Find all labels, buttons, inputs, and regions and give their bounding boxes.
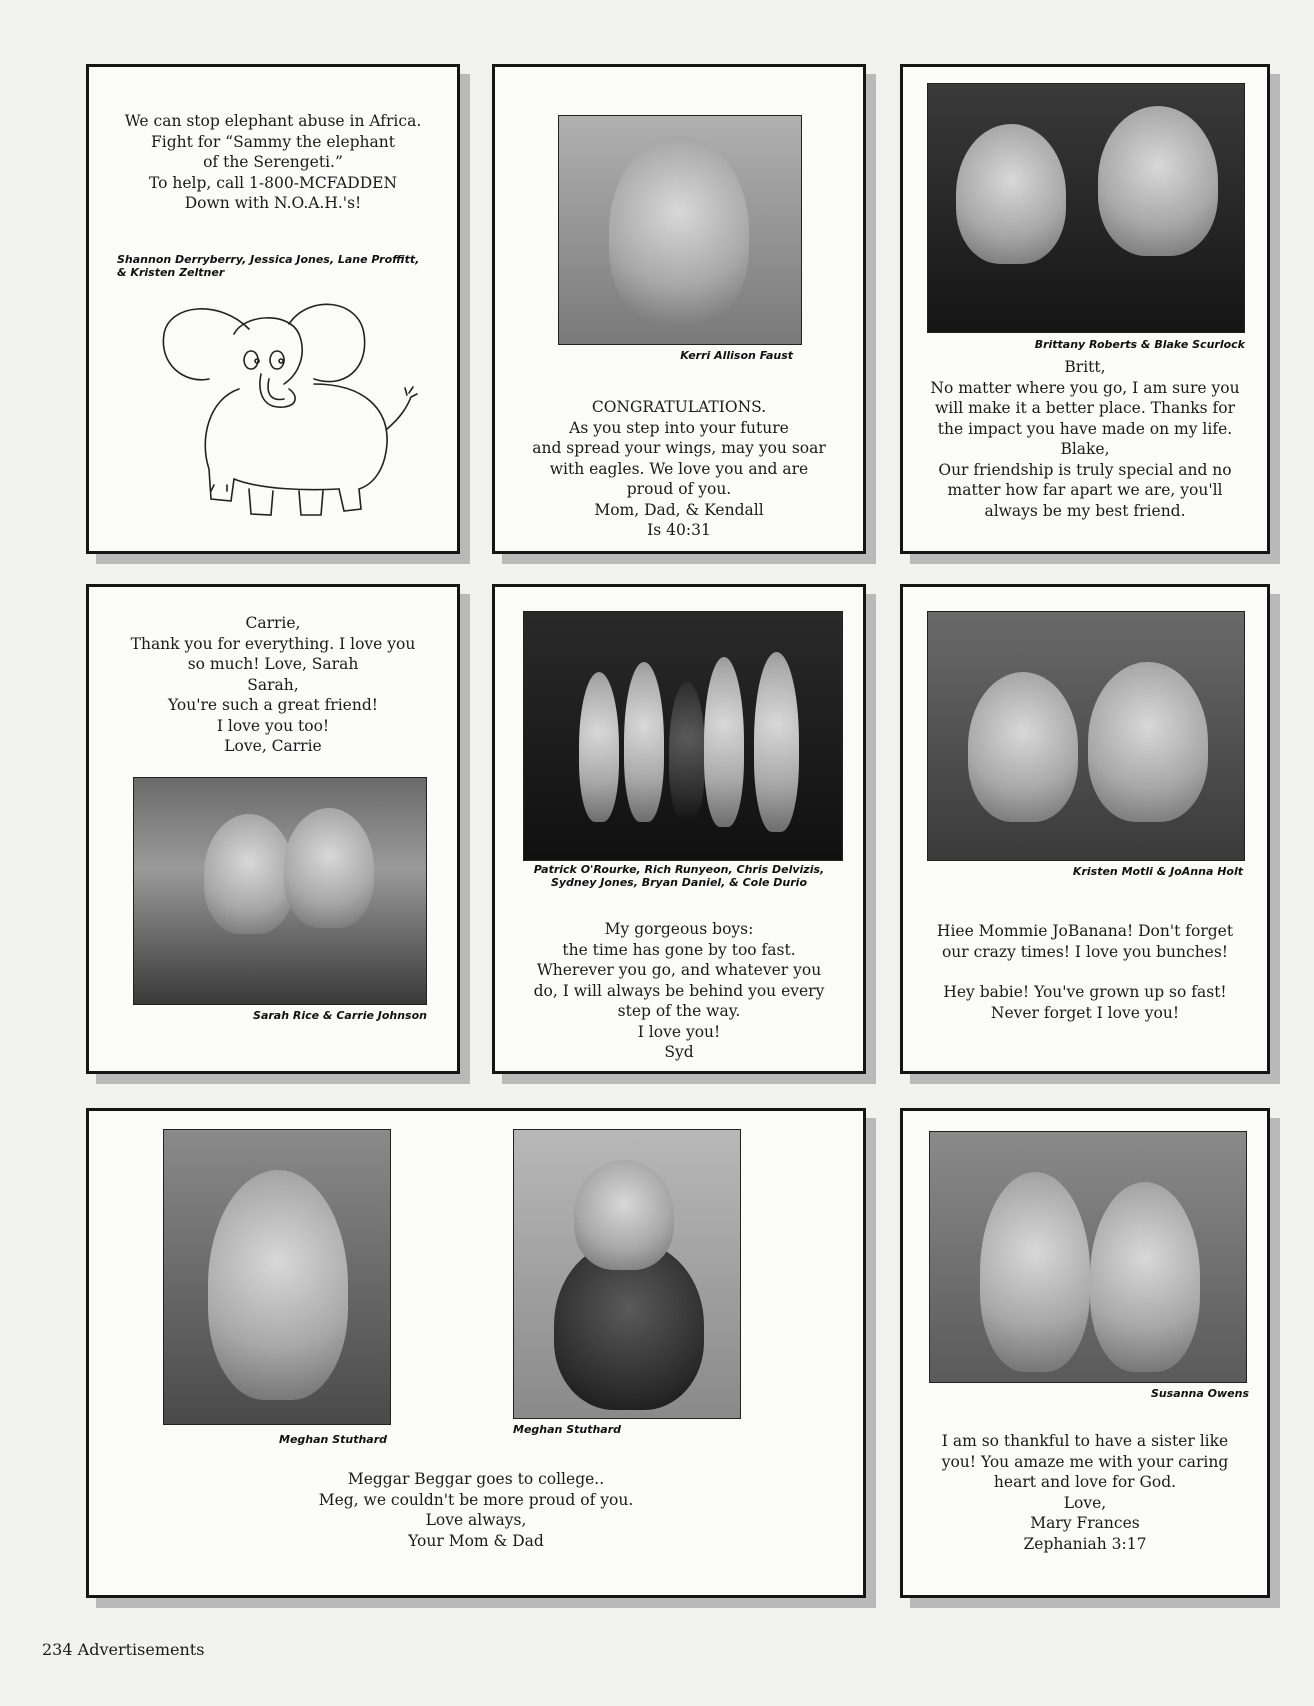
brittany-blake-photo bbox=[927, 83, 1245, 333]
group-photo-caption: Patrick O'Rourke, Rich Runyeon, Chris Delvizis, Sydney Jones, Bryan Daniel, & Cole Durio bbox=[533, 863, 825, 889]
ad-sarah-carrie-message: Carrie, Thank you for everything. I love you so much! Love, Sarah Sarah, You're such a great friend! I love you too! Love, Carrie bbox=[130, 614, 416, 755]
ad-kerri-faust bbox=[492, 64, 866, 554]
kristen-joanna-photo bbox=[927, 611, 1245, 861]
brittany-blake-caption: Brittany Roberts & Blake Scurlock bbox=[1034, 338, 1245, 351]
ad-brittany-blake-message: Britt, No matter where you go, I am sure you will make it a better place. Thanks for the impact you have made on my life. Blake, Our friendship is truly special and no matter how far apart we are, you'll always be my best friend. bbox=[930, 358, 1240, 520]
ad-elephant bbox=[86, 64, 460, 554]
ad-syd-boys bbox=[492, 584, 866, 1074]
susanna-owens-photo bbox=[929, 1131, 1247, 1383]
section-name: Advertisements bbox=[77, 1640, 205, 1659]
meghan-photo-right bbox=[513, 1129, 741, 1419]
ad-sarah-carrie bbox=[86, 584, 460, 1074]
kristen-joanna-caption: Kristen Motli & JoAnna Holt bbox=[1072, 865, 1243, 878]
sarah-carrie-photo bbox=[133, 777, 427, 1005]
kerri-faust-photo bbox=[558, 115, 802, 345]
ad-kristen-joanna-message: Hiee Mommie JoBanana! Don't forget our crazy times! I love you bunches! Hey babie! You've grown up so fast! Never forget I love you! bbox=[936, 922, 1234, 1022]
susanna-owens-caption: Susanna Owens bbox=[1151, 1387, 1249, 1400]
ad-meghan-stuthard bbox=[86, 1108, 866, 1598]
meghan-left-caption: Meghan Stuthard bbox=[279, 1433, 388, 1446]
kerri-faust-caption: Kerri Allison Faust bbox=[680, 349, 793, 362]
page-number: 234 bbox=[42, 1640, 73, 1659]
elephant-drawing bbox=[139, 289, 419, 529]
ad-kristen-joanna bbox=[900, 584, 1270, 1074]
page-footer bbox=[42, 1640, 204, 1659]
sarah-carrie-caption: Sarah Rice & Carrie Johnson bbox=[253, 1009, 427, 1022]
meghan-photo-left bbox=[163, 1129, 391, 1425]
ad-susanna-owens bbox=[900, 1108, 1270, 1598]
ad-elephant-credit: Shannon Derryberry, Jessica Jones, Lane Proffitt, & Kristen Zeltner bbox=[117, 253, 420, 279]
ad-kerri-faust-message: CONGRATULATIONS. As you step into your future and spread your wings, may you soar with eagles. We love you and are proud of you. Mom, Dad, & Kendall Is 40:31 bbox=[532, 398, 826, 539]
ad-syd-boys-message: My gorgeous boys: the time has gone by too fast. Wherever you go, and whatever you do, I will always be behind you every step of the way. I love you! Syd bbox=[533, 920, 825, 1061]
meghan-right-caption: Meghan Stuthard bbox=[513, 1423, 622, 1436]
group-photo bbox=[523, 611, 843, 861]
ad-brittany-blake bbox=[900, 64, 1270, 554]
ad-meghan-message: Meggar Beggar goes to college.. Meg, we couldn't be more proud of you. Love always, Your Mom & Dad bbox=[318, 1470, 634, 1550]
ad-elephant-message: We can stop elephant abuse in Africa. Fight for “Sammy the elephant of the Serengeti.” To help, call 1-800-MCFADDEN Down with N.O.A.H.'s! bbox=[124, 112, 422, 212]
ad-susanna-owens-message: I am so thankful to have a sister like you! You amaze me with your caring heart and love for God. Love, Mary Frances Zephaniah 3:17 bbox=[941, 1432, 1229, 1553]
